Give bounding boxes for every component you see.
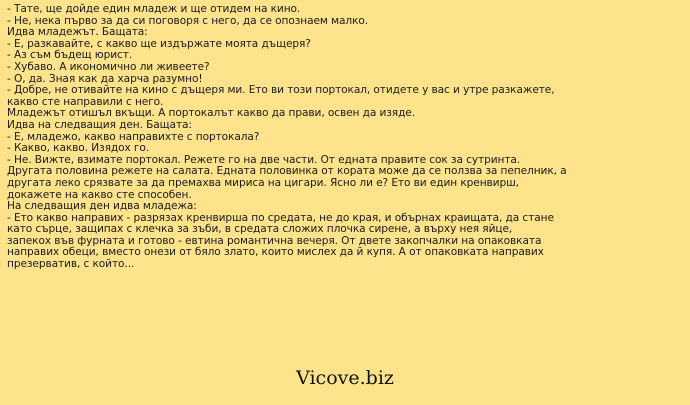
joke-line: направих обеци, вместо онези от бяло злато, които мислех да й купя. А от опаковката направих (7, 246, 544, 259)
site-watermark: Vicove.biz (296, 367, 394, 389)
joke-line: - Е, разкавайте, с какво ще издържате моята дъщеря? (7, 37, 311, 50)
joke-line: презерватив, с който... (7, 258, 135, 271)
joke-line: - Тате, ще дойде един младеж и ще отидем на кино. (7, 3, 301, 15)
joke-line: запекох във фурната и готово - евтина романтична вечеря. От двете закопчалки на опаковката (7, 234, 542, 247)
joke-line: другата леко срязвате за да премахва мириса на цигари. Ясно ли е? Ето ви един кренвирш, (7, 176, 519, 189)
joke-line: докажете на какво сте способен. (7, 188, 192, 201)
joke-line: Младежът отишъл вкъщи. А портокалът какво да прави, освен да изяде. (7, 107, 415, 120)
joke-line: - Какво, какво. Изядох го. (7, 142, 149, 155)
joke-line: Идва на следващия ден. Бащата: (7, 118, 192, 131)
joke-text (7, 4, 687, 271)
joke-line: - Аз съм бъдещ юрист. (7, 49, 133, 62)
joke-line: - Не. Вижте, взимате портокал. Режете го на две части. От едната правите сок за сутринта. (7, 153, 521, 166)
joke-line: Идва младежът. Бащата: (7, 26, 148, 39)
joke-line: като сърце, защипах с клечка за зъби, в средата сложих плочка сирене, а върху нея яйце, (7, 223, 513, 236)
joke-line: какво сте направили с него. (7, 95, 164, 108)
joke-line: - О, да. Зная как да харча разумно! (7, 72, 203, 85)
joke-line: - Е, младежо, какво направихте с портокала? (7, 130, 260, 143)
joke-line: - Добре, не отивайте на кино с дъщеря ми. Ето ви този портокал, отидете у вас и утре разкажете, (7, 84, 555, 97)
joke-line: На следващия ден идва младежа: (7, 200, 197, 213)
joke-line: - Хубаво. А икономично ли живеете? (7, 60, 210, 73)
joke-line: Другата половина режете на салата. Едната половинка от кората може да се ползва за пепелник, а (7, 165, 567, 178)
joke-line: - Ето какво направих - разрязах кренвирша по средата, не до края, и обърнах краищата, да стане (7, 211, 554, 224)
joke-line: - Не, нека първо за да си поговоря с него, да се опознаем малко. (7, 14, 368, 27)
